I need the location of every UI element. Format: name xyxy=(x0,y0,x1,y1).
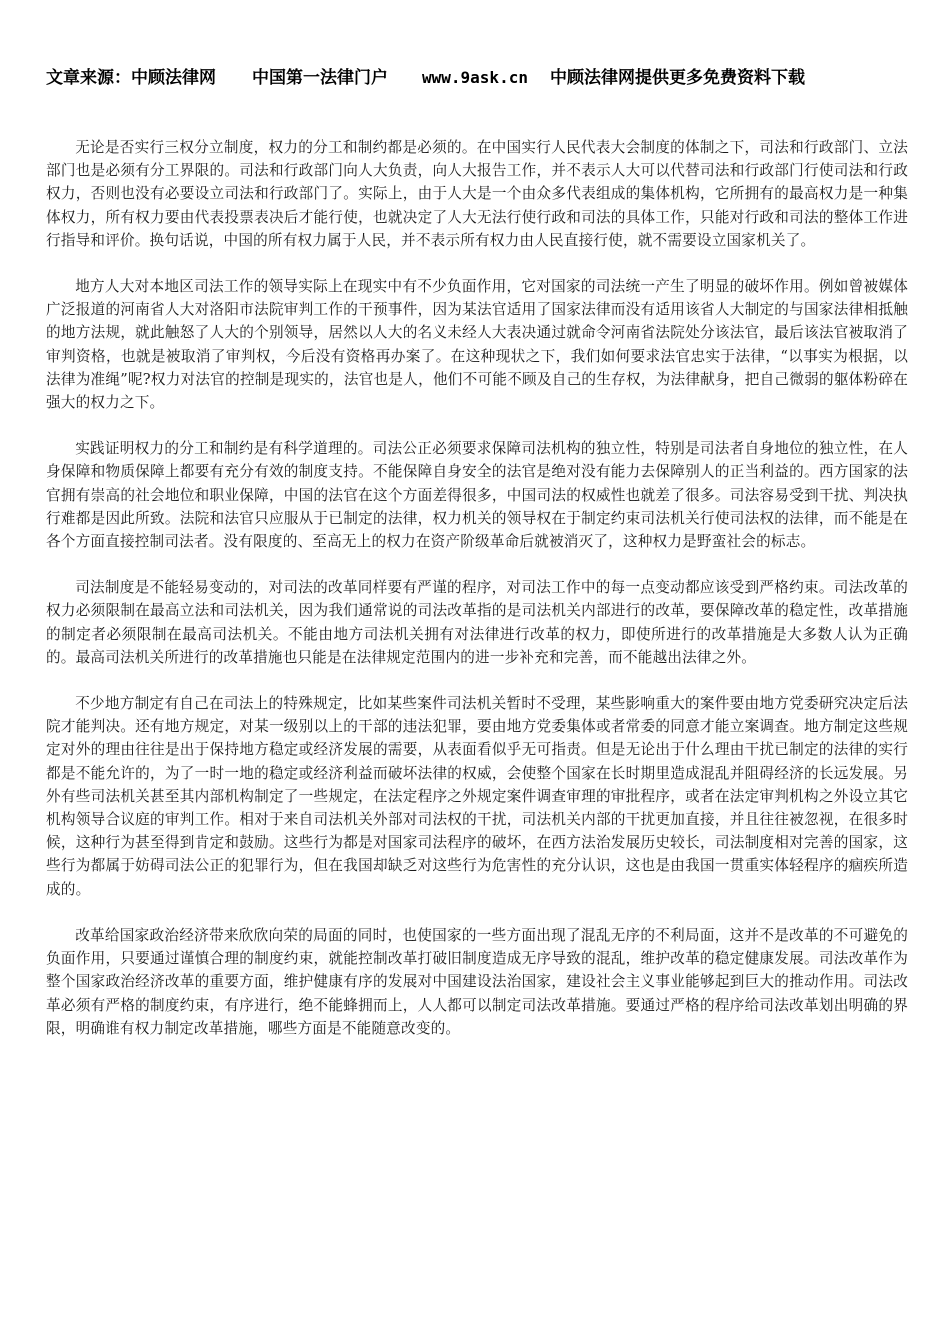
header-portal: 中国第一法律门户 xyxy=(252,68,388,88)
header-slogan: 中顾法律网提供更多免费资料下载 xyxy=(549,68,805,88)
paragraph: 改革给国家政治经济带来欣欣向荣的局面的同时，也使国家的一些方面出现了混乱无序的不利局面，这并不是改革的不可避免的负面作用，只要通过谨慎合理的制度约束，就能控制改革打破旧制度造成无序导致的混乱，维护改革的稳定健康发展。司法改革作为整个国家政治经济改革的重要方面，维护健康有序的发展对中国建设法治国家，建设社会主义事业能够起到巨大的推动作用。司法改革必须有严格的制度约束，有序进行，绝不能蜂拥而上，人人都可以制定司法改革措施。要通过严格的程序给司法改革划出明确的界限，明确谁有权力制定改革措施，哪些方面是不能随意改变的。 xyxy=(46,926,908,1037)
article-body xyxy=(46,136,908,1063)
paragraph: 无论是否实行三权分立制度，权力的分工和制约都是必须的。在中国实行人民代表大会制度的体制之下，司法和行政部门、立法部门也是必须有分工界限的。司法和行政部门向人大负责，向人大报告工作，并不表示人大可以代替司法和行政部门行使司法和行政权力，否则也没有必要设立司法和行政部门了。实际上，由于人大是一个由众多代表组成的集体机构，它所拥有的最高权力是一种集体权力，所有权力要由代表投票表决后才能行使，也就决定了人大无法行使行政和司法的具体工作，只能对行政和司法的整体工作进行指导和评价。换句话说，中国的所有权力属于人民，并不表示所有权力由人民直接行使，就不需要设立国家机关了。 xyxy=(46,139,908,249)
header-url: www.9ask.cn xyxy=(422,68,528,87)
paragraph: 司法制度是不能轻易变动的，对司法的改革同样要有严谨的程序，对司法工作中的每一点变动都应该受到严格约束。司法改革的权力必须限制在最高立法和司法机关，因为我们通常说的司法改革指的是司法机关内部进行的改革，要保障改革的稳定性，改革措施的制定者必须限制在最高司法机关。不能由地方司法机关拥有对法律进行改革的权力，即使所进行的改革措施是大多数人认为正确的。最高司法机关所进行的改革措施也只能是在法律规定范围内的进一步补充和完善，而不能越出法律之外。 xyxy=(46,579,908,666)
page-header xyxy=(46,66,916,90)
paragraph: 不少地方制定有自己在司法上的特殊规定，比如某些案件司法机关暂时不受理，某些影响重大的案件要由地方党委研究决定后法院才能判决。还有地方规定，对某一级别以上的干部的违法犯罪，要由地方党委集体或者常委的同意才能立案调查。地方制定这些规定对外的理由往往是出于保持地方稳定或经济发展的需要，从表面看似乎无可指责。但是无论出于什么理由干扰已制定的法律的实行都是不能允许的，为了一时一地的稳定或经济利益而破坏法律的权威，会使整个国家在长时期里造成混乱并阻碍经济的长远发展。另外有些司法机关甚至其内部机构制定了一些规定，在法定程序之外规定案件调查审理的审批程序，或者在法定审判机构之外设立其它机构领导合议庭的审判工作。相对于来自司法机关外部对司法权的干扰，司法机关内部的干扰更加直接，并且往往被忽视，在很多时候，这种行为甚至得到肯定和鼓励。这些行为都是对国家司法程序的破坏，在西方法治发展历史较长，司法制度相对完善的国家，这些行为都属于妨碍司法公正的犯罪行为，但在我国却缺乏对这些行为危害性的充分认识，这也是由我国一贯重实体轻程序的痼疾所造成的。 xyxy=(46,695,908,898)
header-source: 文章来源：中顾法律网 xyxy=(46,68,216,88)
paragraph: 实践证明权力的分工和制约是有科学道理的。司法公正必须要求保障司法机构的独立性，特别是司法者自身地位的独立性，在人身保障和物质保障上都要有充分有效的制度支持。不能保障自身安全的法官是绝对没有能力去保障别人的正当利益的。西方国家的法官拥有崇高的社会地位和职业保障，中国的法官在这个方面差得很多，中国司法的权威性也就差了很多。司法容易受到干扰、判决执行难都是因此所致。法院和法官只应服从于已制定的法律，权力机关的领导权在于制定约束司法机关行使司法权的法律，而不能是在各个方面直接控制司法者。没有限度的、至高无上的权力在资产阶级革命后就被消灭了，这种权力是野蛮社会的标志。 xyxy=(46,440,908,551)
paragraph: 地方人大对本地区司法工作的领导实际上在现实中有不少负面作用，它对国家的司法统一产生了明显的破坏作用。例如曾被媒体广泛报道的河南省人大对洛阳市法院审判工作的干预事件，因为某法官适用了国家法律而没有适用该省人大制定的与国家法律相抵触的地方法规，就此触怒了人大的个别领导，居然以人大的名义未经人大表决通过就命令河南省法院处分该法官，最后该法官被取消了审判资格，也就是被取消了审判权，今后没有资格再办案了。在这种现状之下，我们如何要求法官忠实于法律，“以事实为根据，以法律为准绳”呢?权力对法官的控制是现实的，法官也是人，他们不可能不顾及自己的生存权，为法律献身，把自己微弱的躯体粉碎在强大的权力之下。 xyxy=(46,278,908,412)
